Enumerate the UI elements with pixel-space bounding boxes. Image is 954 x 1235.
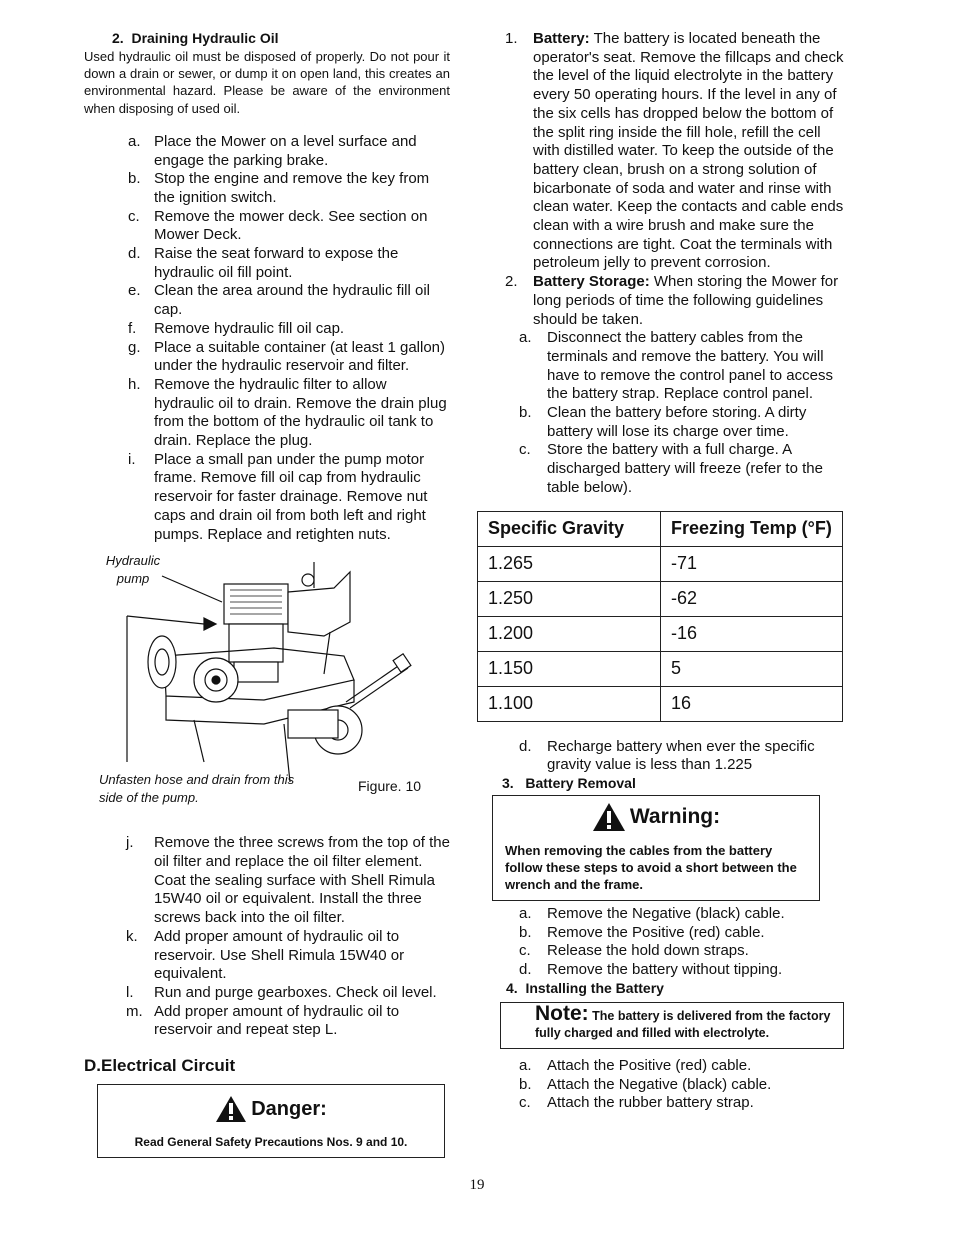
list-text: Run and purge gearboxes. Check oil level. — [154, 983, 437, 1001]
draining-intro: Used hydraulic oil must be disposed of properly. Do not pour it down a drain or sewer, or dump it on open land, this creates an environmental hazard. Please be aware of the environment when disposing of used oil. — [84, 49, 450, 116]
list-item — [84, 208, 450, 245]
hydraulic-pump-label: Hydraulic pump — [105, 553, 161, 587]
list-item — [476, 1057, 844, 1076]
list-text: Store the battery with a full charge. A discharged battery will freeze (refer to the table below). — [547, 441, 823, 496]
warning-box — [492, 795, 820, 901]
list-marker: m. — [126, 1002, 143, 1020]
table-row — [478, 581, 843, 616]
table-cell: -62 — [661, 581, 843, 616]
item-body: The battery is located beneath the operator's seat. Remove the fillcaps and check the level of the liquid electrolyte in the battery every 50 operating hours. If the level in any of the six cells has dropped below the bottom of the split ring inside the fill hole, refill the cell with distilled water. To keep the outside of the battery clean, brush on a strong solution of bicarbonate of soda and water and rinse with clean water. Keep the contacts and cable ends clean with a wire brush and make sure the connections are tight. Coat the terminals with petroleum jelly to prevent corrosion. — [533, 30, 844, 272]
list-item — [476, 441, 844, 497]
warning-triangle-icon — [215, 1095, 247, 1123]
list-text: Add proper amount of hydraulic oil to reservoir and repeat step L. — [154, 1002, 400, 1039]
list-marker: d. — [519, 737, 532, 755]
list-marker: c. — [519, 1094, 531, 1112]
table-cell: -16 — [661, 616, 843, 651]
list-item — [84, 451, 450, 545]
table-cell: 1.250 — [478, 581, 661, 616]
list-text — [533, 30, 844, 273]
warning-text: When removing the cables from the battery follow these steps to avoid a short between the wrench and the frame. — [505, 842, 797, 892]
list-item — [84, 984, 450, 1003]
list-text: Remove the hydraulic filter to allow hydraulic oil to drain. Remove the drain plug from the bottom of the hydraulic oil tank to drain. Replace the plug. — [154, 375, 447, 450]
list-item — [84, 245, 450, 282]
list-text: Disconnect the battery cables from the terminals and remove the battery. You will have to remove the control panel to access the battery strap. Replace control panel. — [547, 329, 833, 403]
list-text: Remove the Negative (black) cable. — [547, 904, 785, 922]
list-marker: j. — [126, 834, 134, 852]
list-marker: a. — [519, 329, 532, 347]
list-marker: k. — [126, 927, 138, 945]
list-item — [476, 404, 844, 441]
table-cell: 16 — [661, 686, 843, 721]
list-item-battery — [476, 30, 844, 273]
unfasten-hose-label: Unfasten hose and drain from this side of the pump. — [99, 772, 295, 806]
list-marker: a. — [519, 904, 532, 922]
left-column — [84, 30, 450, 1158]
list-marker: e. — [128, 282, 141, 300]
danger-title: Danger: — [251, 1097, 327, 1120]
list-marker: b. — [519, 404, 532, 422]
table-row — [478, 651, 843, 686]
list-marker: c. — [519, 441, 531, 459]
draining-steps — [84, 133, 450, 544]
list-marker: g. — [128, 338, 141, 356]
note-content — [501, 1003, 843, 1042]
list-item-battery-storage — [476, 273, 844, 497]
figure-caption: Figure. 10 — [358, 778, 422, 795]
list-item — [476, 329, 844, 404]
list-text: Raise the seat forward to expose the hydraulic oil fill point. — [154, 245, 399, 281]
table-cell: 5 — [661, 651, 843, 686]
danger-header — [98, 1095, 444, 1123]
list-item — [476, 924, 844, 943]
list-text: Clean the battery before storing. A dirty battery will lose its charge over time. — [547, 404, 807, 440]
list-item — [476, 1076, 844, 1095]
list-marker: c. — [519, 942, 531, 960]
list-text: Attach the Positive (red) cable. — [547, 1056, 752, 1074]
list-text: Remove the three screws from the top of the oil filter and replace the oil filter element. Coat the sealing surface with Shell Rimula 15W40 oil or equivalent. Install the three screws back into the oil filter. — [154, 834, 450, 927]
list-text — [533, 273, 844, 329]
list-item — [84, 320, 450, 339]
recharge-step — [476, 738, 844, 775]
list-text: Place a small pan under the pump motor frame. Remove fill oil cap from hydraulic reservoir for faster drainage. Remove nut caps and drain oil from both left and right pumps. Replace and retighten nuts. — [154, 450, 428, 543]
list-item — [476, 1094, 844, 1113]
installing-battery-heading: 4. Installing the Battery — [506, 979, 664, 996]
list-marker: b. — [128, 170, 141, 188]
list-text: Clean the area around the hydraulic fill oil cap. — [154, 282, 430, 319]
list-marker: b. — [519, 1075, 532, 1093]
list-item — [84, 928, 450, 984]
table-header: Specific Gravity — [478, 511, 661, 546]
table-cell: 1.100 — [478, 686, 661, 721]
install-steps — [476, 1057, 844, 1113]
list-text: Recharge battery when ever the specific gravity value is less than 1.225 — [547, 737, 815, 774]
danger-box — [97, 1084, 445, 1158]
list-marker: a. — [128, 132, 141, 150]
gravity-table — [477, 511, 843, 722]
warning-title: Warning: — [629, 804, 721, 828]
warning-triangle-icon — [592, 802, 626, 832]
list-text: Remove the battery without tipping. — [547, 961, 783, 979]
list-text: Remove the Positive (red) cable. — [547, 923, 765, 941]
list-text: Place a suitable container (at least 1 gallon) under the hydraulic reservoir and filter. — [154, 338, 446, 375]
table-header-row — [478, 511, 843, 546]
note-label: Note: — [535, 1001, 589, 1025]
removal-steps — [476, 905, 844, 980]
list-marker: d. — [519, 961, 532, 979]
list-marker: h. — [128, 375, 141, 393]
right-column — [476, 30, 844, 1113]
item-label: Battery: — [533, 30, 590, 47]
list-text: Attach the Negative (black) cable. — [547, 1075, 772, 1093]
draining-steps-continued — [84, 834, 450, 1040]
list-item — [476, 961, 844, 980]
list-item — [476, 738, 844, 775]
battery-list — [476, 30, 844, 498]
list-item — [84, 282, 450, 319]
warning-header — [493, 802, 819, 832]
list-item — [476, 905, 844, 924]
list-item — [84, 133, 450, 170]
battery-removal-heading: 3. Battery Removal — [502, 774, 636, 791]
list-item — [84, 1003, 450, 1040]
electrical-circuit-title: D.Electrical Circuit — [84, 1056, 236, 1076]
list-text: Stop the engine and remove the key from the ignition switch. — [154, 170, 430, 206]
list-text: Remove the mower deck. See section on Mower Deck. — [154, 207, 428, 244]
figure-10 — [84, 552, 450, 822]
list-marker: i. — [128, 450, 136, 468]
draining-heading: 2. Draining Hydraulic Oil — [112, 30, 279, 46]
list-text: Remove hydraulic fill oil cap. — [154, 319, 345, 337]
note-text: The battery is delivered from the factory fully charged and filled with electrolyte. — [535, 1008, 831, 1040]
list-marker: f. — [128, 319, 137, 337]
table-cell: -71 — [661, 546, 843, 581]
danger-text: Read General Safety Precautions Nos. 9 and 10. — [134, 1135, 408, 1150]
list-item — [84, 170, 450, 207]
table-row — [478, 686, 843, 721]
list-text: Release the hold down straps. — [547, 942, 749, 960]
list-item — [476, 942, 844, 961]
list-marker: c. — [128, 207, 140, 225]
table-cell: 1.150 — [478, 651, 661, 686]
table-cell: 1.200 — [478, 616, 661, 651]
table-header: Freezing Temp (°F) — [661, 511, 843, 546]
list-marker: l. — [126, 983, 134, 1001]
list-text: Place the Mower on a level surface and engage the parking brake. — [154, 132, 417, 169]
list-text: Add proper amount of hydraulic oil to reservoir. Use Shell Rimula 15W40 or equivalent. — [154, 927, 405, 983]
list-marker: b. — [519, 923, 532, 941]
list-text: Attach the rubber battery strap. — [547, 1094, 754, 1112]
list-marker: a. — [519, 1056, 532, 1074]
storage-steps — [519, 329, 844, 497]
table-cell: 1.265 — [478, 546, 661, 581]
item-label: Battery Storage: — [533, 273, 650, 291]
list-item — [84, 376, 450, 451]
list-marker: 2. — [505, 273, 518, 291]
table-row — [478, 546, 843, 581]
item-body: When storing the Mower for long periods of time the following guidelines should be taken. — [533, 273, 839, 328]
list-item — [84, 834, 450, 928]
table-row — [478, 616, 843, 651]
page-number: 19 — [469, 1177, 485, 1193]
note-box — [500, 1002, 844, 1049]
list-marker: d. — [128, 245, 141, 263]
list-item — [84, 339, 450, 376]
list-marker: 1. — [505, 30, 518, 47]
